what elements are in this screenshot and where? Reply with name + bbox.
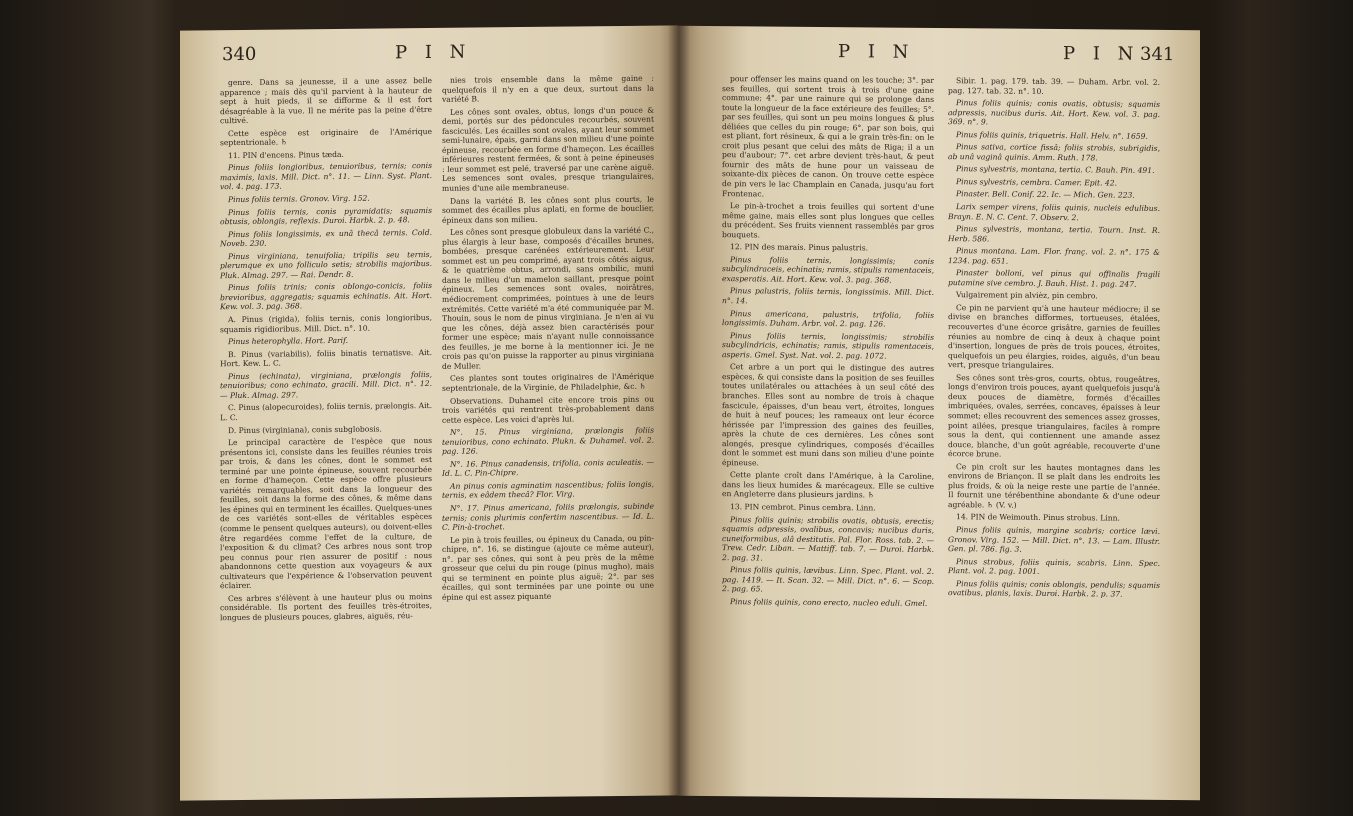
synonym: Pinus heterophylla. Hort. Parif. <box>228 335 349 347</box>
variety: B. Pinus (variabilis), foliis binatis ternatisve. Ait. Hort. Kew. L. C. <box>220 347 432 369</box>
synonym: N°. 17. Pinus americana, foliis prælongis, subinde ternis; conis plurimis confertim nascentibus. — Id. L. C. Pin-à-trochet. <box>442 501 654 532</box>
left-column-2 <box>442 74 654 606</box>
right-page-header-left: P I N <box>838 41 915 63</box>
left-column-1 <box>220 76 432 626</box>
left-page <box>180 25 678 800</box>
synonym: Pinus foliis quinis, margine scabris; cortice lævi. Gronov. Virg. 152. — Mill. Dict. n°. 13. — Lam. Illustr. Gen. pl. 786. fig. 3. <box>948 525 1160 554</box>
synonym: Pinus foliis ternis, conis pyramidatis; squamis obtusis, oblongis, reflexis. Duroi. Harbk. 2. p. 48. <box>220 205 432 227</box>
paragraph: Cette espèce est originaire de l'Amérique septentrionale. ♄ <box>220 126 432 148</box>
variety: D. Pinus (virginiana), conis subglobosis. <box>228 423 382 435</box>
synonym: Pinus foliis quinis, lævibus. Linn. Spec. Plant. vol. 2. pag. 1419. — It. Scan. 32. — Mill. Dict. n°. 6. — Scop. 2. pag. 65. <box>722 565 934 594</box>
synonym: Pinus strobus, foliis quinis, scabris. Linn. Spec. Plant. vol. 2. pag. 1001. <box>948 556 1160 577</box>
paragraph: pour offenser les mains quand on les touche; 3°. par ses feuilles, qui sortent trois à trois d'une gaine commune; 4°. par une rainure qui se prolonge dans toute la longueur de la face extérieure des feuilles; 5°. par ses feuilles, qui sont un peu moins longues & plus déliées que celles du pin rouge; 6°. par son bois, qui est pliant, fort résineux, & qui a le grain très-fin: on le croit plus pesant que celui des mâts de Riga; il a un peu d'aubour; 7°. cet arbre devient très-haut, & peut fournir des mâts de hune pour un vaisseau de soixante-dix pièces de canon. On trouve cette espèce de pin vers le lac Champlain en Canada, jusqu'au fort Frontenac. <box>722 74 934 199</box>
synonym: Pinus sativa, cortice fissâ; foliis strobis, subrigidis, ab unâ vaginâ quinis. Amm. Ruth. 178. <box>948 142 1160 163</box>
synonym: N°. 15. Pinus virginiana, prælongis foliis tenuioribus, cono echinato. Plukn. & Duhamel. vol. 2. pag. 126. <box>442 425 654 457</box>
paragraph: Ce pin croît sur les hautes montagnes dans les environs de Briançon. Il se plaît dans les endroits les plus froids, & où la neige reste une partie de l'année. Il fournit une térébenthine abondante & d'une odeur agréable. ♄ (V. v.) <box>948 461 1160 510</box>
paragraph: nies trois ensemble dans la même gaine : quelquefois il n'y en a que deux, surtout dans la variété B. <box>442 73 654 104</box>
paragraph: Observations. Duhamel cite encore trois pins ou trois variétés qui rentrent très-probablement dans cette espèce. Les voici d'après lui. <box>442 394 654 425</box>
synonym: Pinus foliis quinis, triquetris. Hall. Helv. n°. 1659. <box>956 129 1148 141</box>
paragraph: genre. Dans sa jeunesse, il a une assez belle apparence ; mais dès qu'il parvient à la hauteur de sept à huit pieds, il se difforme & il est fort désagréable à la vue. Il ne mérite pas la peine d'être cultivé. <box>220 75 432 126</box>
synonym: Pinus sylvestris, montana, tertia. Tourn. Inst. R. Herb. 586. <box>948 224 1160 244</box>
left-page-number: 340 <box>222 43 257 66</box>
synonym: Pinus foliis ternis. Gronov. Virg. 152. <box>228 193 370 205</box>
right-column-2 <box>948 76 1160 603</box>
synonym: Pinaster. Bell. Conif. 22. Ic. — Mich. Gen. 223. <box>956 189 1135 201</box>
synonym: Pinus sylvestris, montana, tertia. C. Bauh. Pin. 491. <box>956 164 1155 176</box>
right-page-number: 341 <box>1140 43 1175 66</box>
paragraph: Le pin-à-trochet a trois feuilles qui sortent d'une même gaine, mais elles sont plus longues que celles du précédent. Ses fruits viennent rassemblés par gros bouquets. <box>722 201 934 240</box>
paragraph: Ses cônes sont très-gros, courts, obtus, rougeâtres, longs d'environ trois pouces, ayant quelquefois jusqu'à deux pouces de diamètre, formés d'écailles imbriquées, ovales, serrées, concaves, épaisses à leur sommet; elles recouvrent des semences assez grosses, point ailées, presque triangulaires, faciles à rompre sous la dent, qui contiennent une amande assez douce, blanche, d'un goût agréable, recouverte d'une écorce brune. <box>948 372 1160 459</box>
species-heading: 13. PIN cembrot. Pinus cembra. Linn. <box>730 502 876 513</box>
synonym: Pinus foliis quinis, cono erecto, nucleo eduli. Gmel. <box>730 597 928 608</box>
variety: C. Pinus (alopecuroides), foliis ternis, prælongis. Ait. L. C. <box>220 401 432 423</box>
synonym: Pinus foliis longioribus, tenuioribus, ternis; conis maximis, laxis. Mill. Dict. n°. 11. — Linn. Syst. Plant. vol. 4. pag. 173. <box>220 161 432 192</box>
paragraph: Sibir. 1. pag. 179. tab. 39. — Duham. Arbr. vol. 2. pag. 127. tab. 32. n°. 10. <box>948 76 1160 96</box>
paragraph: Cette plante croît dans l'Amérique, à la Caroline, dans les lieux humides & marécageux. Elle se cultive en Angleterre dans plusieurs jardins. ♄ <box>722 470 934 500</box>
synonym: Pinus foliis trinis; conis oblongo-conicis, foliis brevioribus, aggregatis; squamis echinatis. Ait. Hort. Kew. vol. 3. pag. 368. <box>220 281 432 312</box>
synonym: Pinus foliis ternis, longissimis; conis subcylindraceis, echinatis; ramis, stipulis ramentaceis, exasperatis. Ait. Hort. Kew. vol. 3. pag. 368. <box>722 255 934 285</box>
synonym: Pinus (echinata), virginiana, prælongis foliis, tenuioribus; cono echinato, gracili. Mill. Dict. n°. 12. — Pluk. Almag. 297. <box>220 369 432 401</box>
right-column-1 <box>722 74 934 611</box>
paragraph: Ces plantes sont toutes originaires de l'Amérique septentrionale, de la Virginie, de Philadelphie, &c. ♄ <box>442 372 654 393</box>
paragraph: Le principal caractère de l'espèce que nous présentons ici, consiste dans les feuilles réunies trois par trois, & dans les cônes, dont le sommet est terminé par une pointe épineuse, souvent recourbée en forme d'hameçon. Cette espèce offre plusieurs variétés remarquables, soit dans la longueur des feuilles, soit dans la forme des cônes, & même dans les épines qui en terminent les écailles. Quelques-unes de ces variétés sont-elles de véritables espèces (comme le pensent quelques auteurs), ou doivent-elles être regardées comme l'effet de la culture, de l'exposition & du climat? Ces arbres nous sont trop peu connus pour rien assurer de positif : nous abandonnons cette question aux voyageurs & aux cultivateurs que l'expérience & l'observation peuvent éclairer. <box>220 436 432 591</box>
book-gutter <box>668 20 690 805</box>
paragraph: Ces arbres s'élèvent à une hauteur plus ou moins considérable. Ils portent des feuilles très-étroites, longues de plusieurs pouces, glabres, aiguës, réu- <box>220 591 432 623</box>
synonym: Larix semper virens, foliis quinis, nucleis edulibus. Brayn. E. N. C. Cent. 7. Observ. 2. <box>948 202 1160 222</box>
synonym: Pinus virginiana, tenuifolia; tripilis seu ternis, plerumque ex uno folliculo setis; strobilis majoribus. Pluk. Almag. 297. — Rai. Dendr. 8. <box>220 249 432 281</box>
variety: A. Pinus (rigida), foliis ternis, conis longioribus, squamis rigidioribus. Mill. Dict. n°. 10. <box>220 312 432 334</box>
synonym: Pinus foliis ternis, longissimis; strobilis subcylindricis, echinatis; ramis, stipulis ramentaceis, asperis. Gmel. Syst. Nat. vol. 2. pag. 1072. <box>722 330 934 361</box>
synonym: Pinus americana, palustris, trifolia, foliis longissimis. Duham. Arbr. vol. 2. pag. 126. <box>722 308 934 329</box>
paragraph: Le pin à trois feuilles, ou épineux du Canada, ou pin-chipre, n°. 16, se distingue (ajoute ce même auteur), n°. par ses cônes, qui sont à peu près de la même grosseur que celui du pin rouge (pinus mugho), mais qui se terminent en pointe plus aiguë; 2°. par ses écailles, qui sont terminées par une pointe ou une épine qui est assez piquante <box>442 533 654 602</box>
paragraph: Dans la variété B. les cônes sont plus courts, le sommet des écailles plus aplati, en forme de bouclier, épineux dans son milieu. <box>442 194 654 225</box>
paragraph: Cet arbre a un port qui le distingue des autres espèces, & qui consiste dans la position de ses feuilles toutes unilatérales ou attachées à un seul côté des branches. Elles sont au nombre de trois à chaque fascicule, épaisses, d'un beau vert, étroites, longues de huit à neuf pouces; les rameaux ont leur écorce hérissée par l'impression des gaines des feuilles, après la chute de ces dernières. Les cônes sont alongés, presque cylindriques, composés d'écailles dont le sommet est muni dans son milieu d'une pointe épineuse. <box>722 362 934 468</box>
synonym: Pinus foliis quinis; conis ovatis, obtusis; squamis adpressis, nucibus duris. Ait. Hort. Kew. vol. 3. pag. 369. n°. 9. <box>948 98 1160 127</box>
species-heading: 11. PIN d'encens. Pinus tæda. <box>228 149 344 160</box>
paragraph: Les cônes sont presque globuleux dans la variété C., plus élargis à leur base, composés d'écailles brunes, bombées, presque carénées extérieurement. Leur sommet est un peu comprimé, ayant trois côtés aigus, & le quatrième obtus, arrondi, sans ombilic, muni dans le milieu d'un mamelon saillant, presque point épineux. Les semences sont ovales, noirâtres, médiocrement comprimées, pointues à une de leurs extrémités. Cette variété m'a été communiquée par M. Thouin, sous le nom de pinus virginiana. Je n'en ai vu que les cônes, déjà assez bien caractérisés pour former une espèce; mais n'ayant nulle connoissance des feuilles, je me borne à la mentionner ici. Je ne crois pas qu'on puisse la rapporter au pinus virginiana de Muller. <box>442 225 654 371</box>
synonym: Pinus foliis longissimis, ex unâ thecâ ternis. Cold. Noveb. 230. <box>220 227 432 249</box>
paragraph: Ce pin ne parvient qu'à une hauteur médiocre; il se divise en branches difformes, tortueuses, étalées, recouvertes d'une écorce grisâtre, garnies de feuilles réunies au nombre de cinq à deux à chaque point d'insertion, longues de près de trois pouces, étroites, quelquefois un peu élargies, roides, aiguës, d'un beau vert, presque triangulaires. <box>948 303 1160 371</box>
left-page-header: P I N <box>395 41 472 64</box>
right-page <box>678 26 1200 801</box>
synonym: Pinus sylvestris, cembra. Camer. Epit. 42. <box>956 177 1117 188</box>
synonym: Pinus foliis quinis; strobilis ovatis, obtusis, erectis; squamis adpressis, ovalibus, concavis; nucibus duris, cuneiformibus, alâ destitutis. Pal. Flor. Ross. tab. 2. — Trew. Cedr. Liban. — Mattiff. tab. 7. — Duroi. Harbk. 2. pag. 31. <box>722 514 934 563</box>
synonym: Pinus palustris, foliis ternis, longissimis. Mill. Dict. n°. 14. <box>722 286 934 306</box>
synonym: Pinus montana. Lam. Flor. franç. vol. 2. n°. 175 & 1234. pag. 651. <box>948 246 1160 266</box>
paragraph: Vulgairement pin alvièz, pin cembro. <box>956 290 1098 301</box>
right-page-header-right: P I N <box>1063 43 1140 65</box>
synonym: An pinus conis agminatim nascentibus; foliis longis, ternis, ex eâdem thecâ? Flor. Virg. <box>442 479 654 501</box>
species-heading: 14. PIN de Weimouth. Pinus strobus. Linn. <box>956 512 1120 524</box>
synonym: Pinus foliis quinis; conis oblongis, pendulis; squamis ovatibus, planis, laxis. Duroi. Harbk. 2. p. 37. <box>948 578 1160 599</box>
paragraph: Les cônes sont ovales, obtus, longs d'un pouce & demi, portés sur des pédoncules recourbés, souvent fasciculés. Les écailles sont ovales, ayant leur sommet semi-lunaire, épais, garni dans son milieu d'une pointe épineuse, recourbée en forme d'hameçon. Les écailles inférieures restent fermées, & sont à peine épineuses : leur sommet est pelé, traversé par une carène aiguë. Les semences sont ovales, presque triangulaires, munies d'une aile membraneuse. <box>442 105 654 193</box>
species-heading: 12. PIN des marais. Pinus palustris. <box>730 242 869 253</box>
synonym: Pinaster bolloni, vel pinus qui offinalis fragili putamine sive cembro. J. Bauh. Hist. 1. pag. 247. <box>948 268 1160 289</box>
synonym: N°. 16. Pinus canadensis, trifolia, conis aculeatis. — Id. L. C. Pin-Chipre. <box>442 457 654 479</box>
